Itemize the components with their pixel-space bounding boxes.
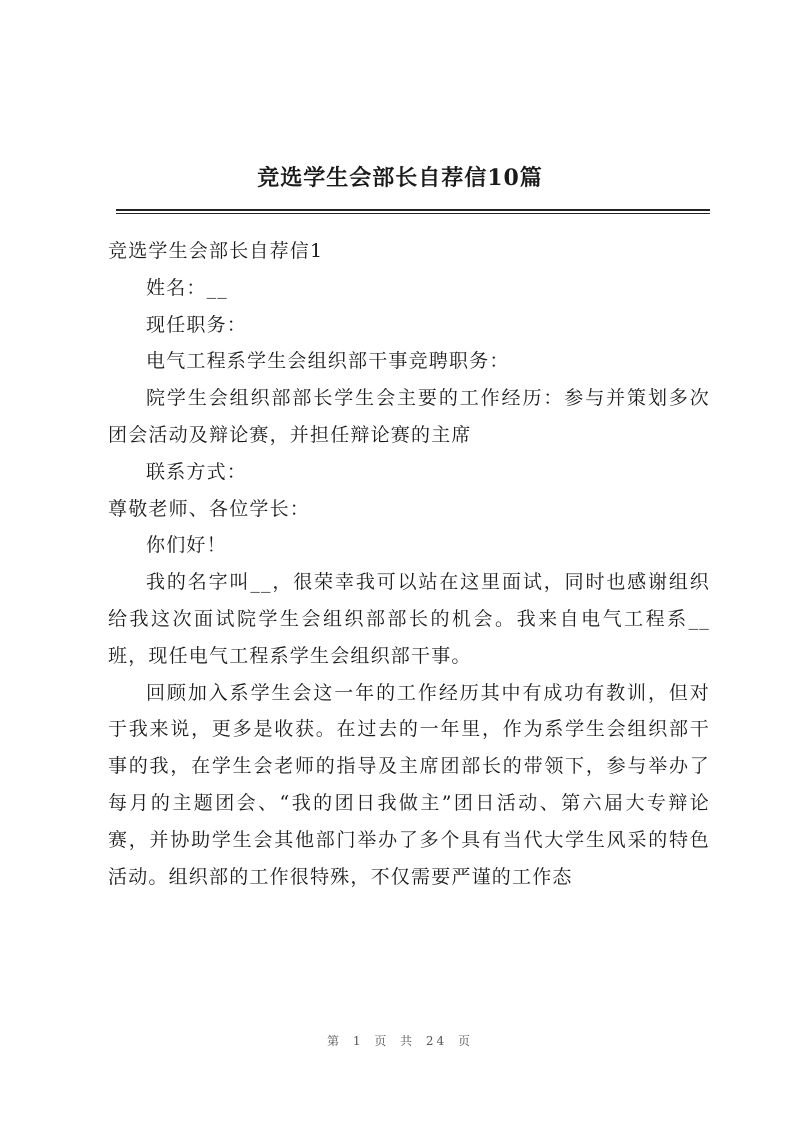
paragraph-current-position: 现任职务：: [146, 313, 248, 336]
document-body: [108, 233, 710, 895]
section-heading: 竞选学生会部长自荐信1: [108, 240, 324, 262]
title-underline-thin: [116, 213, 710, 214]
document-title: 竞选学生会部长自荐信10篇: [257, 165, 543, 191]
paragraph-review: 回顾加入系学生会这一年的工作经历其中有成功有教训，但对于我来说，更多是收获。在过去的一年里，作为系学生会组织部干事的我，在学生会老师的指导及主席团部长的带领下，参与举办了每月的主题团会、“我的团日我做主”团日活动、第六届大专辩论赛，并协助学生会其他部门举办了多个具有当代大学生风采的特色活动。组织部的工作很特殊，不仅需要严谨的工作态: [108, 681, 710, 888]
title-underline-thick: [116, 209, 710, 211]
paragraph-introduction: 我的名字叫__，很荣幸我可以站在这里面试，同时也感谢组织给我这次面试院学生会组织部部长的机会。我来自电气工程系__班，现任电气工程系学生会组织部干事。: [108, 571, 710, 667]
paragraph-greeting: 你们好！: [146, 534, 227, 557]
paragraph-department: 电气工程系学生会组织部干事竞聘职务：: [146, 350, 510, 373]
page-footer: 第 1 页 共 24 页: [327, 1034, 473, 1048]
paragraph-salutation: 尊敬老师、各位学长：: [108, 497, 311, 520]
paragraph-name: 姓名：__: [146, 276, 229, 299]
paragraph-contact: 联系方式：: [146, 460, 248, 483]
paragraph-experience: 院学生会组织部部长学生会主要的工作经历：参与并策划多次团会活动及辩论赛，并担任辩论赛的主席: [108, 387, 710, 446]
